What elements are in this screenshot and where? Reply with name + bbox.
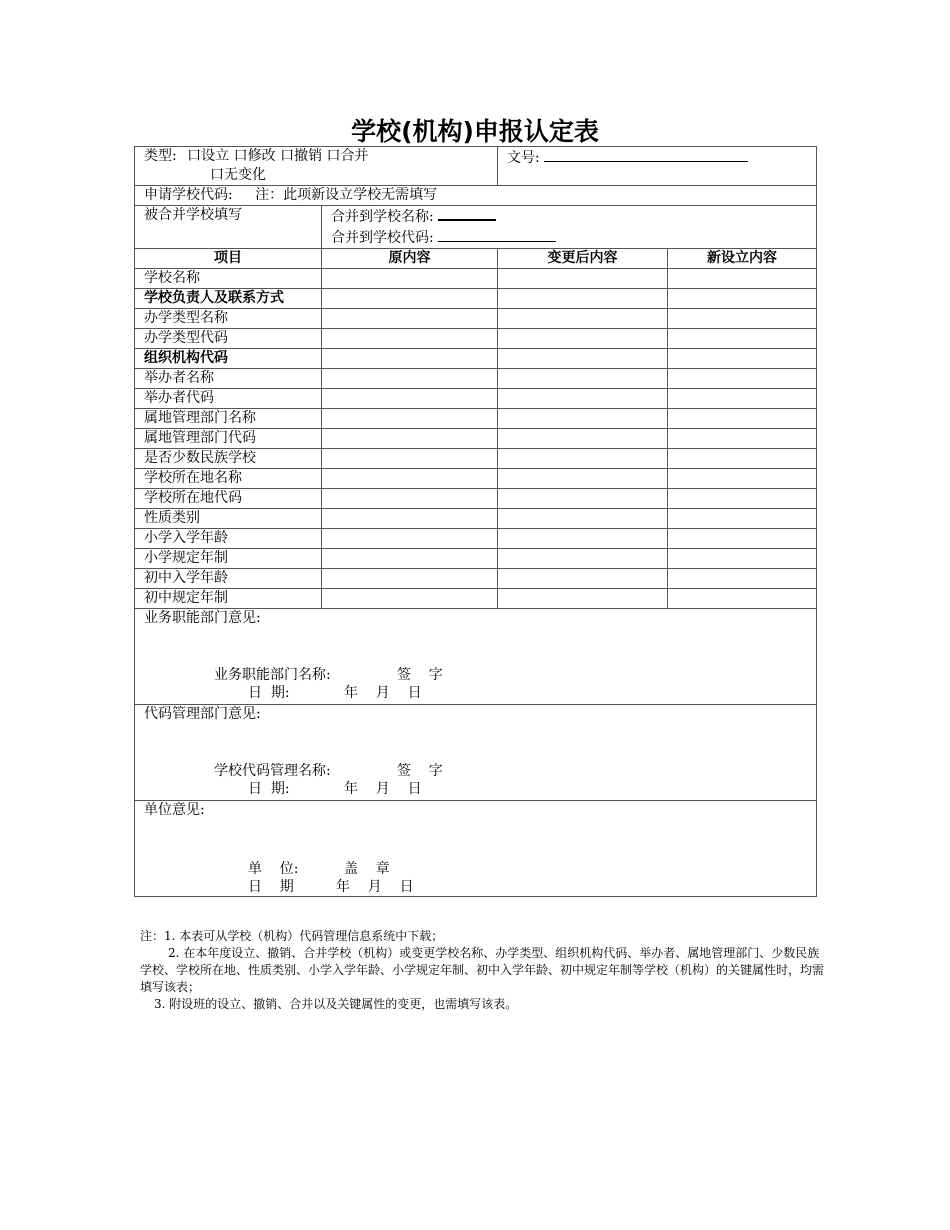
new-value-cell[interactable] [668,429,817,449]
original-value-cell[interactable] [322,329,498,349]
business-opinion-title: 业务职能部门意见: [144,610,261,626]
unit-opinion-cell[interactable] [135,801,817,897]
table-row [135,529,817,549]
merged-into-code-label: 合并到学校代码: [331,230,434,246]
new-value-cell[interactable] [668,389,817,409]
attribute-label: 小学规定年制 [135,549,322,569]
changed-value-cell[interactable] [498,329,668,349]
changed-value-cell[interactable] [498,549,668,569]
original-value-cell[interactable] [322,269,498,289]
footnotes [140,928,830,1013]
original-value-cell[interactable] [322,369,498,389]
attribute-label: 学校负责人及联系方式 [135,289,322,309]
original-value-cell[interactable] [322,589,498,609]
doc-number-cell [498,147,817,186]
doc-number-field[interactable] [544,147,748,162]
new-value-cell[interactable] [668,549,817,569]
merged-into-name-label: 合并到学校名称: [331,209,434,225]
original-value-cell[interactable] [322,389,498,409]
business-opinion-cell[interactable] [135,609,817,705]
changed-value-cell[interactable] [498,489,668,509]
changed-value-cell[interactable] [498,449,668,469]
original-value-cell[interactable] [322,309,498,329]
new-value-cell[interactable] [668,409,817,429]
original-value-cell[interactable] [322,569,498,589]
attribute-label: 办学类型代码 [135,329,322,349]
doc-number-label: 文号: [507,150,540,166]
table-row [135,569,817,589]
type-row [135,147,817,186]
column-header-new: 新设立内容 [668,249,817,269]
merged-row [135,206,817,249]
attribute-label: 学校所在地代码 [135,489,322,509]
table-row [135,469,817,489]
unit-name-label: 单 位: [248,861,299,877]
code-opinion-title: 代码管理部门意见: [144,706,261,722]
new-value-cell[interactable] [668,509,817,529]
school-code-row [135,186,817,206]
attribute-label: 举办者代码 [135,389,322,409]
code-date-label: 日 期: [248,781,290,797]
new-value-cell[interactable] [668,529,817,549]
original-value-cell[interactable] [322,489,498,509]
table-row [135,389,817,409]
original-value-cell[interactable] [322,409,498,429]
new-value-cell[interactable] [668,489,817,509]
original-value-cell[interactable] [322,469,498,489]
new-value-cell[interactable] [668,369,817,389]
original-value-cell[interactable] [322,289,498,309]
business-dept-name-label: 业务职能部门名称: [214,667,331,683]
school-code-label: 申请学校代码: [144,187,233,203]
type-label: 类型: [144,148,177,164]
changed-value-cell[interactable] [498,389,668,409]
table-row [135,429,817,449]
table-row [135,329,817,349]
attribute-label: 是否少数民族学校 [135,449,322,469]
unit-opinion-title: 单位意见: [144,802,205,818]
attribute-label: 属地管理部门代码 [135,429,322,449]
column-header-item: 项目 [135,249,322,269]
new-value-cell[interactable] [668,349,817,369]
new-value-cell[interactable] [668,289,817,309]
merged-into-code-field[interactable] [438,227,556,242]
table-row [135,449,817,469]
type-options[interactable]: 口设立 口修改 口撤销 口合并 [187,148,369,164]
business-opinion-row [135,609,817,705]
type-cell [135,147,498,186]
changed-value-cell[interactable] [498,529,668,549]
table-row [135,509,817,529]
code-opinion-cell[interactable] [135,705,817,801]
table-row [135,489,817,509]
changed-value-cell[interactable] [498,429,668,449]
changed-value-cell[interactable] [498,369,668,389]
changed-value-cell[interactable] [498,349,668,369]
application-form-table [134,146,817,897]
code-dept-name-label: 学校代码管理名称: [214,763,331,779]
table-row [135,309,817,329]
attribute-label: 性质类别 [135,509,322,529]
footnote-2: 2. 在本年度设立、撤销、合并学校（机构）或变更学校名称、办学类型、组织机构代码、举办者、属地管理部门、少数民族学校、学校所在地、性质类别、小学入学年龄、小学规定年制、初中入学年龄、初中规定年制等学校（机构）的关键属性时，均需填写该表； [140,946,825,994]
school-code-note: 注：此项新设立学校无需填写 [255,187,438,203]
footnote-1: 注：1. 本表可从学校（机构）代码管理信息系统中下载； [140,929,444,943]
code-opinion-row [135,705,817,801]
new-value-cell[interactable] [668,329,817,349]
attribute-label: 学校名称 [135,269,322,289]
original-value-cell[interactable] [322,429,498,449]
attribute-label: 办学类型名称 [135,309,322,329]
attribute-label: 学校所在地名称 [135,469,322,489]
attribute-label: 初中规定年制 [135,589,322,609]
unit-opinion-row [135,801,817,897]
attribute-label: 初中入学年龄 [135,569,322,589]
business-date-parts: 年 月 日 [344,685,422,701]
footnote-3: 3. 附设班的设立、撤销、合并以及关键属性的变更，也需填写该表。 [154,997,518,1011]
merged-cell [322,206,817,249]
code-date-parts: 年 月 日 [344,781,422,797]
school-code-cell[interactable] [135,186,817,206]
form-title: 学校(机构)申报认定表 [351,117,599,146]
new-value-cell[interactable] [668,589,817,609]
unit-date-parts: 年 月 日 [336,879,414,895]
changed-value-cell[interactable] [498,309,668,329]
new-value-cell[interactable] [668,469,817,489]
new-value-cell[interactable] [668,449,817,469]
column-header-row [135,249,817,269]
type-option-no-change[interactable]: 口无变化 [210,167,266,183]
original-value-cell[interactable] [322,509,498,529]
changed-value-cell[interactable] [498,269,668,289]
original-value-cell[interactable] [322,349,498,369]
attribute-label: 组织机构代码 [135,349,322,369]
table-row [135,269,817,289]
original-value-cell[interactable] [322,529,498,549]
business-date-label: 日 期: [248,685,290,701]
changed-value-cell[interactable] [498,509,668,529]
merged-into-name-field[interactable] [438,206,496,221]
original-value-cell[interactable] [322,449,498,469]
changed-value-cell[interactable] [498,569,668,589]
column-header-original: 原内容 [322,249,498,269]
business-sign-label: 签 字 [397,667,443,683]
table-row [135,349,817,369]
changed-value-cell[interactable] [498,289,668,309]
attribute-label: 小学入学年龄 [135,529,322,549]
changed-value-cell[interactable] [498,409,668,429]
table-row [135,409,817,429]
changed-value-cell[interactable] [498,469,668,489]
attribute-label: 属地管理部门名称 [135,409,322,429]
changed-value-cell[interactable] [498,589,668,609]
unit-seal-label: 盖 章 [344,861,390,877]
attribute-label: 举办者名称 [135,369,322,389]
unit-date-label: 日 期 [248,879,294,895]
merged-label: 被合并学校填写 [135,206,322,249]
code-sign-label: 签 字 [397,763,443,779]
table-row [135,369,817,389]
table-row [135,549,817,569]
attribute-rows [135,269,817,609]
table-row [135,589,817,609]
original-value-cell[interactable] [322,549,498,569]
new-value-cell[interactable] [668,269,817,289]
new-value-cell[interactable] [668,309,817,329]
column-header-changed: 变更后内容 [498,249,668,269]
new-value-cell[interactable] [668,569,817,589]
table-row [135,289,817,309]
